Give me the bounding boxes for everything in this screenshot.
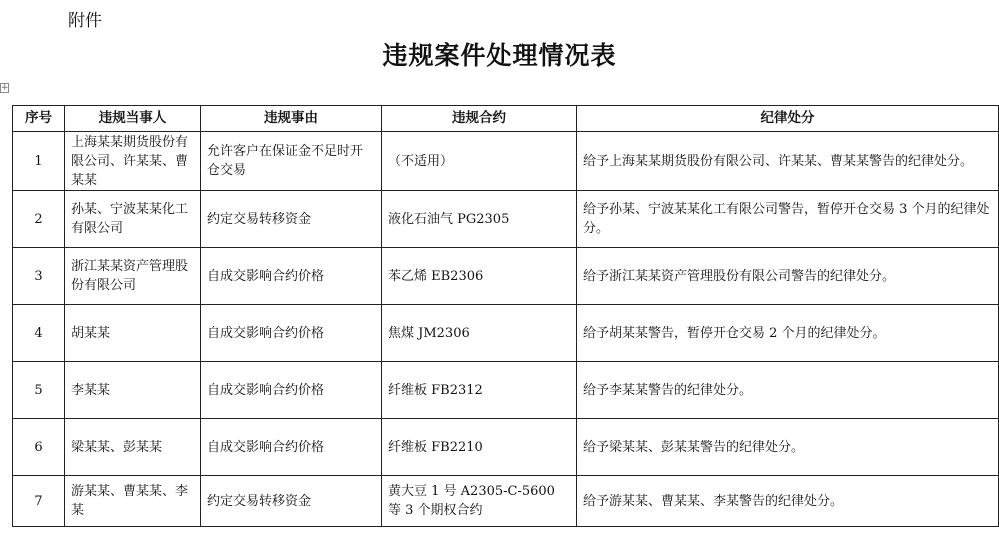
move-handle-icon[interactable]: + bbox=[1, 83, 9, 93]
row-reason: 约定交易转移资金 bbox=[201, 191, 382, 248]
table-header-row bbox=[13, 106, 999, 132]
row-no: 1 bbox=[13, 132, 65, 191]
row-party: 李某某 bbox=[65, 362, 201, 419]
row-contract: 黄大豆 1 号 A2305-C-5600 等 3 个期权合约 bbox=[382, 476, 577, 527]
row-penalty: 给予孙某、宁波某某化工有限公司警告，暂停开仓交易 3 个月的纪律处分。 bbox=[577, 191, 999, 248]
row-reason: 自成交影响合约价格 bbox=[201, 248, 382, 305]
header-no: 序号 bbox=[13, 106, 65, 132]
document-title: 违规案件处理情况表 bbox=[382, 41, 617, 70]
header-penalty: 纪律处分 bbox=[577, 106, 999, 132]
row-no: 7 bbox=[13, 476, 65, 527]
row-contract: 焦煤 JM2306 bbox=[382, 305, 577, 362]
row-no: 3 bbox=[13, 248, 65, 305]
row-no: 5 bbox=[13, 362, 65, 419]
table-row bbox=[13, 248, 999, 305]
header-contract: 违规合约 bbox=[382, 106, 577, 132]
table-row bbox=[13, 191, 999, 248]
row-penalty: 给予梁某某、彭某某警告的纪律处分。 bbox=[577, 419, 999, 476]
row-contract: 液化石油气 PG2305 bbox=[382, 191, 577, 248]
table-row bbox=[13, 305, 999, 362]
row-party: 孙某、宁波某某化工有限公司 bbox=[65, 191, 201, 248]
row-party: 胡某某 bbox=[65, 305, 201, 362]
header-reason: 违规事由 bbox=[201, 106, 382, 132]
row-contract: （不适用） bbox=[382, 132, 577, 191]
row-party: 浙江某某资产管理股份有限公司 bbox=[65, 248, 201, 305]
row-contract: 苯乙烯 EB2306 bbox=[382, 248, 577, 305]
row-party: 上海某某期货股份有限公司、许某某、曹某某 bbox=[65, 132, 201, 191]
row-penalty: 给予浙江某某资产管理股份有限公司警告的纪律处分。 bbox=[577, 248, 999, 305]
table-row bbox=[13, 476, 999, 527]
row-penalty: 给予胡某某警告，暂停开仓交易 2 个月的纪律处分。 bbox=[577, 305, 999, 362]
row-no: 6 bbox=[13, 419, 65, 476]
table-row bbox=[13, 419, 999, 476]
row-contract: 纤维板 FB2210 bbox=[382, 419, 577, 476]
row-party: 梁某某、彭某某 bbox=[65, 419, 201, 476]
violation-cases-table bbox=[12, 105, 999, 527]
row-reason: 自成交影响合约价格 bbox=[201, 419, 382, 476]
table-row bbox=[13, 132, 999, 191]
row-penalty: 给予游某某、曹某某、李某警告的纪律处分。 bbox=[577, 476, 999, 527]
row-reason: 自成交影响合约价格 bbox=[201, 305, 382, 362]
table-row bbox=[13, 362, 999, 419]
header-party: 违规当事人 bbox=[65, 106, 201, 132]
row-no: 4 bbox=[13, 305, 65, 362]
row-contract: 纤维板 FB2312 bbox=[382, 362, 577, 419]
row-penalty: 给予上海某某期货股份有限公司、许某某、曹某某警告的纪律处分。 bbox=[577, 132, 999, 191]
row-reason: 自成交影响合约价格 bbox=[201, 362, 382, 419]
row-reason: 约定交易转移资金 bbox=[201, 476, 382, 527]
row-reason: 允许客户在保证金不足时开仓交易 bbox=[201, 132, 382, 191]
row-no: 2 bbox=[13, 191, 65, 248]
row-penalty: 给予李某某警告的纪律处分。 bbox=[577, 362, 999, 419]
row-party: 游某某、曹某某、李某 bbox=[65, 476, 201, 527]
attachment-label: 附件 bbox=[68, 11, 102, 31]
